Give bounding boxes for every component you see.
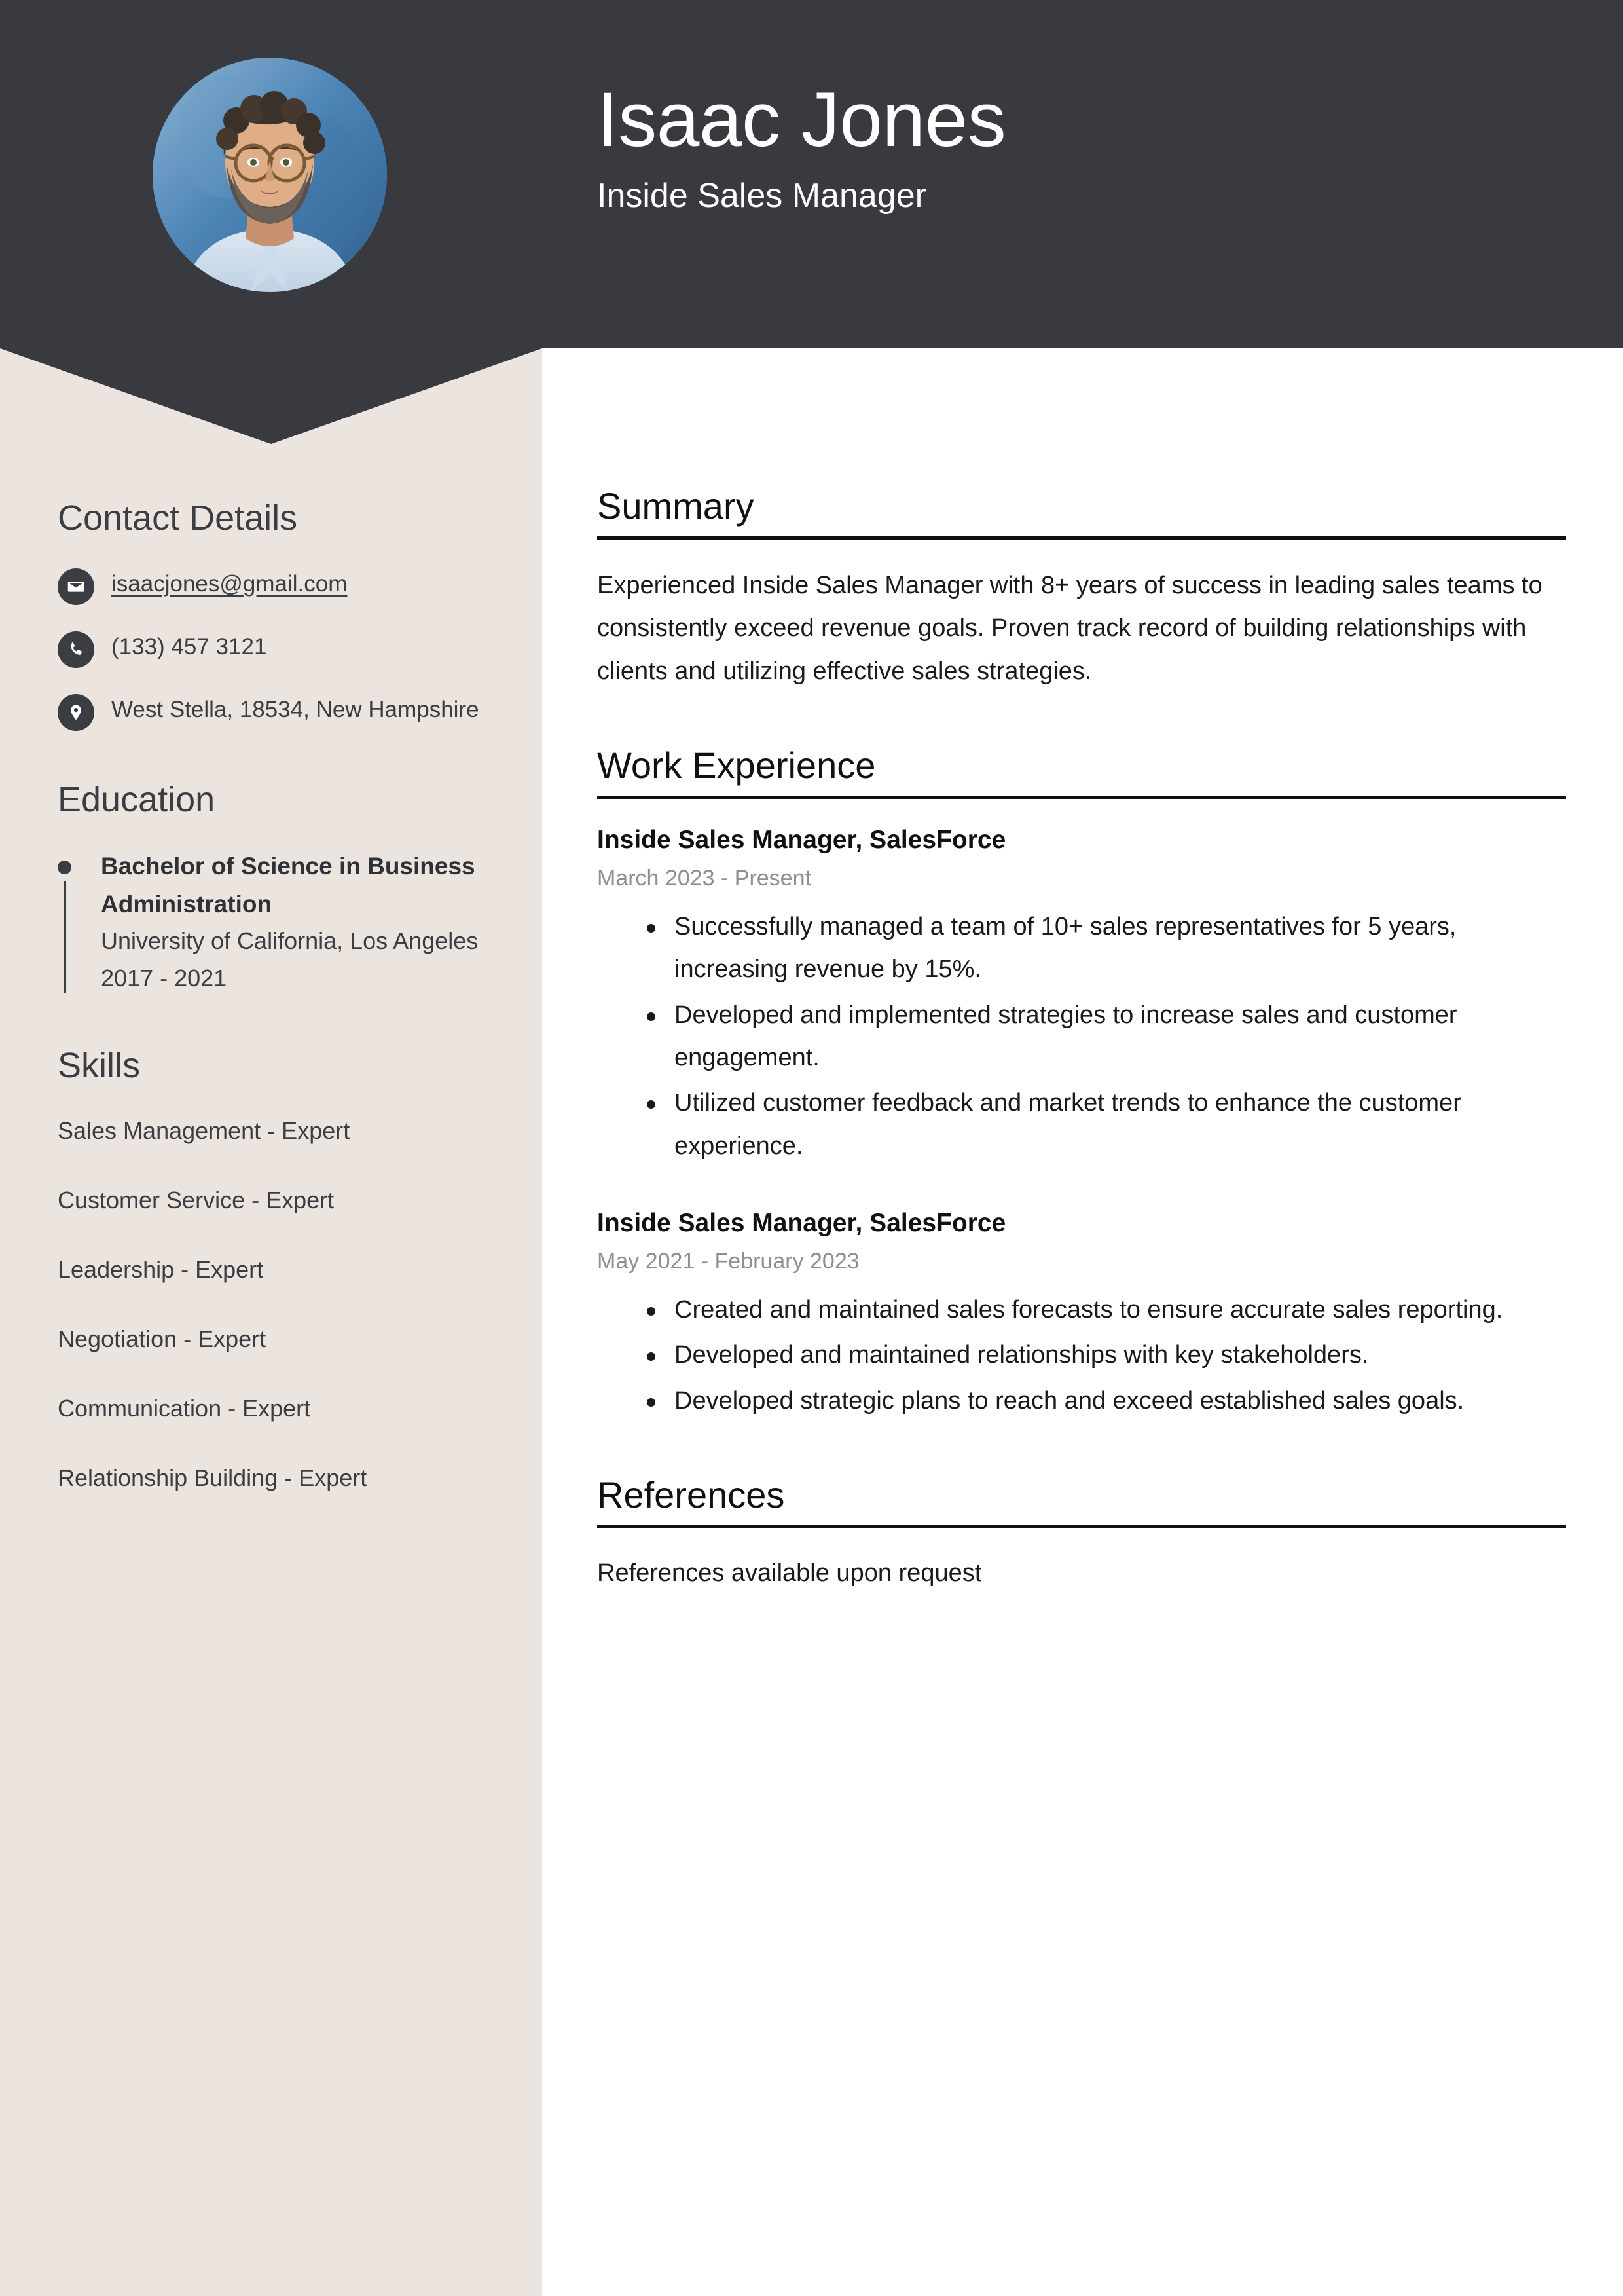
references-divider (597, 1525, 1566, 1528)
main-content (597, 485, 1566, 1644)
job-bullet: Utilized customer feedback and market trends to enhance the customer experience. (674, 1082, 1566, 1168)
header-job-title: Inside Sales Manager (597, 177, 926, 215)
contact-item-address (58, 692, 490, 731)
contact-item-email[interactable] (58, 566, 490, 605)
education-section (58, 779, 490, 997)
references-text: References available upon request (597, 1559, 982, 1587)
summary-text: Experienced Inside Sales Manager with 8+ years of success in leading sales teams to consistently exceed revenue goals. Proven track record of building relationships with clients and utilizing effective sales strategies. (597, 572, 1542, 685)
work-experience-section (597, 744, 1566, 1422)
job-dates: May 2021 - February 2023 (597, 1248, 860, 1274)
contact-email-value[interactable]: isaacjones@gmail.com (111, 571, 348, 597)
job-bullet-list (597, 1289, 1566, 1422)
sidebar (58, 498, 490, 1544)
job-bullet: Developed and implemented strategies to increase sales and customer engagement. (674, 994, 1566, 1080)
education-bullet-icon (58, 861, 71, 874)
skill-item: Leadership - Expert (58, 1255, 264, 1283)
job-dates: March 2023 - Present (597, 865, 811, 891)
skill-item: Customer Service - Expert (58, 1186, 335, 1213)
work-experience-divider (597, 796, 1566, 799)
contact-address-value: West Stella, 18534, New Hampshire (111, 697, 479, 722)
references-heading: References (597, 1474, 785, 1516)
skill-item: Relationship Building - Expert (58, 1464, 367, 1491)
education-degree: Bachelor of Science in Business Administration (101, 853, 475, 917)
job-bullet: Developed strategic plans to reach and exceed established sales goals. (674, 1380, 1566, 1422)
skill-item: Communication - Expert (58, 1394, 311, 1422)
skills-section (58, 1045, 490, 1496)
summary-section (597, 485, 1566, 693)
contact-details-heading: Contact Details (58, 498, 298, 538)
references-section (597, 1473, 1566, 1593)
job-bullet-list (597, 906, 1566, 1168)
job-bullet: Successfully managed a team of 10+ sales representatives for 5 years, increasing revenue by 15%. (674, 906, 1566, 991)
contact-details-section (58, 498, 490, 731)
contact-item-phone[interactable] (58, 629, 490, 668)
job-bullet: Developed and maintained relationships with key stakeholders. (674, 1334, 1566, 1377)
work-experience-item (597, 1207, 1566, 1422)
skills-heading: Skills (58, 1045, 141, 1085)
job-role: Inside Sales Manager, SalesForce (597, 826, 1006, 855)
avatar (153, 58, 387, 292)
portrait-photo-icon (153, 58, 387, 292)
page-title: Isaac Jones (597, 77, 1006, 163)
education-timeline-line (64, 881, 66, 993)
education-heading: Education (58, 780, 215, 819)
skill-item: Sales Management - Expert (58, 1117, 350, 1144)
contact-phone-value[interactable]: (133) 457 3121 (111, 634, 267, 659)
education-years: 2017 - 2021 (101, 964, 227, 991)
job-role: Inside Sales Manager, SalesForce (597, 1209, 1006, 1238)
header-text-block (597, 79, 1514, 215)
skill-item: Negotiation - Expert (58, 1325, 266, 1352)
summary-divider (597, 536, 1566, 540)
job-bullet: Created and maintained sales forecasts to ensure accurate sales reporting. (674, 1289, 1566, 1331)
location-pin-icon (58, 694, 94, 731)
phone-icon (58, 631, 94, 668)
education-school: University of California, Los Angeles (101, 927, 479, 955)
summary-heading: Summary (597, 485, 754, 527)
work-experience-heading: Work Experience (597, 745, 876, 787)
work-experience-item (597, 824, 1566, 1168)
education-item (58, 847, 490, 997)
envelope-icon (58, 568, 94, 605)
